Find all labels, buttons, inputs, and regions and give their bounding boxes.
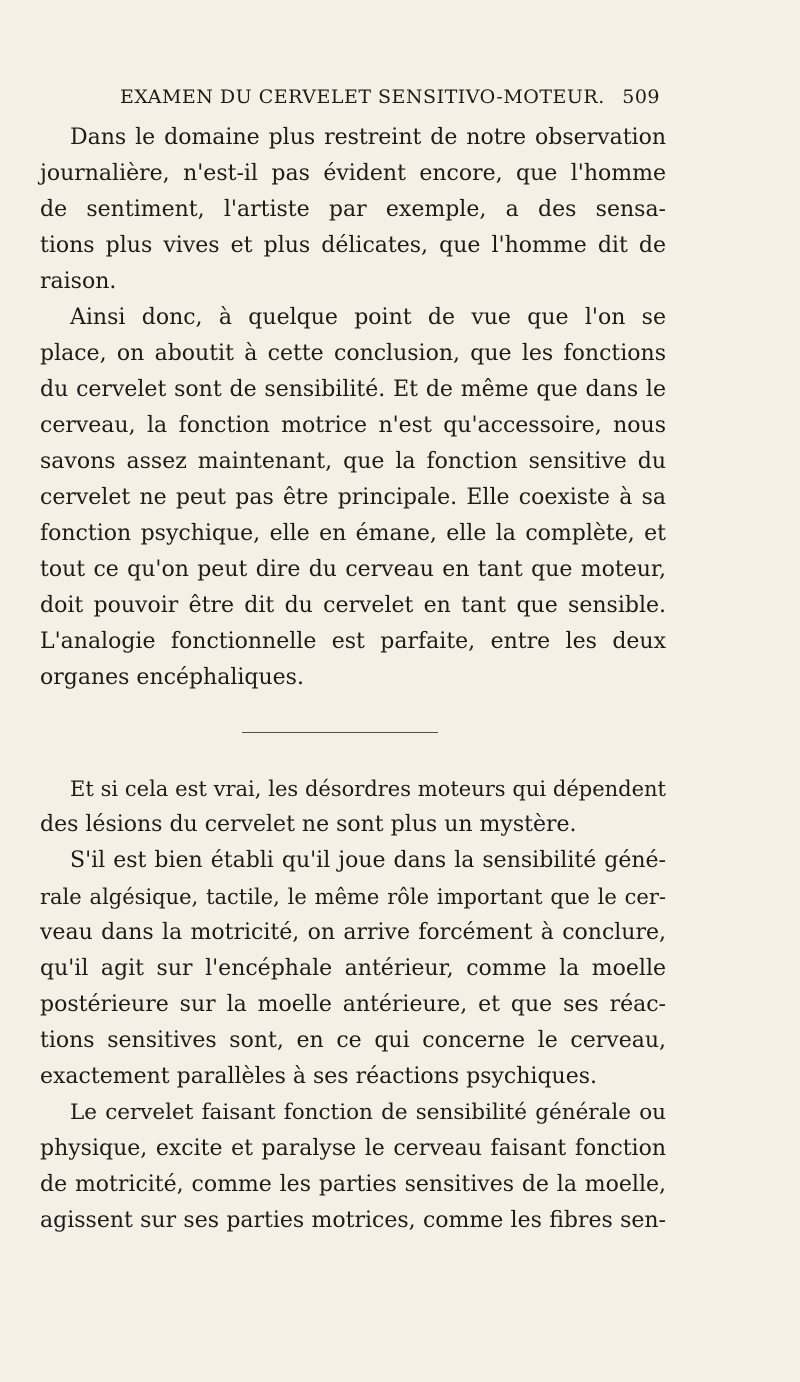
text-line: rale algésique, tactile, le même rôle important que le cer-: [40, 885, 666, 909]
text-line: qu'il agit sur l'encéphale antérieur, comme la moelle: [40, 956, 666, 981]
text-line: S'il est bien établi qu'il joue dans la sensibilité géné-: [70, 848, 666, 873]
page-number: 509: [622, 86, 660, 108]
text-line: veau dans la motricité, on arrive forcément à conclure,: [40, 920, 666, 945]
text-line: cerveau, la fonction motrice n'est qu'accessoire, nous: [40, 413, 666, 438]
text-line: tions plus vives et plus délicates, que l'homme dit de: [40, 233, 666, 258]
text-section-1: [40, 120, 666, 696]
text-line: L'analogie fonctionnelle est parfaite, entre les deux: [40, 629, 666, 654]
running-title: EXAMEN DU CERVELET SENSITIVO-MOTEUR.: [120, 86, 605, 108]
text-line: tions sensitives sont, en ce qui concerne le cerveau,: [40, 1028, 666, 1053]
text-line: de sentiment, l'artiste par exemple, a des sensa-: [40, 197, 666, 222]
text-section-2: [40, 771, 666, 1239]
text-line: savons assez maintenant, que la fonction sensitive du: [40, 449, 666, 474]
text-line: des lésions du cervelet ne sont plus un mystère.: [40, 812, 577, 837]
text-line: cervelet ne peut pas être principale. Elle coexiste à sa: [40, 485, 666, 510]
text-line: place, on aboutit à cette conclusion, que les fonctions: [40, 341, 666, 366]
running-head: [120, 86, 660, 114]
text-line: Le cervelet faisant fonction de sensibilité générale ou: [70, 1100, 666, 1125]
text-line: Ainsi donc, à quelque point de vue que l'on se: [70, 305, 666, 330]
text-line: postérieure sur la moelle antérieure, et que ses réac-: [40, 992, 666, 1017]
text-line: du cervelet sont de sensibilité. Et de même que dans le: [40, 377, 666, 402]
text-line: organes encéphaliques.: [40, 665, 304, 690]
text-line: exactement parallèles à ses réactions psychiques.: [40, 1064, 598, 1089]
text-line: journalière, n'est-il pas évident encore, que l'homme: [40, 161, 666, 186]
text-line: tout ce qu'on peut dire du cerveau en tant que moteur,: [40, 557, 666, 582]
text-line: de motricité, comme les parties sensitives de la moelle,: [40, 1172, 666, 1197]
text-line: fonction psychique, elle en émane, elle la complète, et: [40, 521, 666, 546]
text-line: physique, excite et paralyse le cerveau faisant fonction: [40, 1136, 666, 1161]
text-line: Dans le domaine plus restreint de notre observation: [70, 125, 666, 150]
section-separator: [242, 732, 438, 733]
text-line: agissent sur ses parties motrices, comme les fibres sen-: [40, 1208, 666, 1233]
text-line: doit pouvoir être dit du cervelet en tant que sensible.: [40, 593, 666, 618]
text-line: raison.: [40, 269, 117, 294]
text-line: Et si cela est vrai, les désordres moteurs qui dépendent: [70, 777, 666, 801]
